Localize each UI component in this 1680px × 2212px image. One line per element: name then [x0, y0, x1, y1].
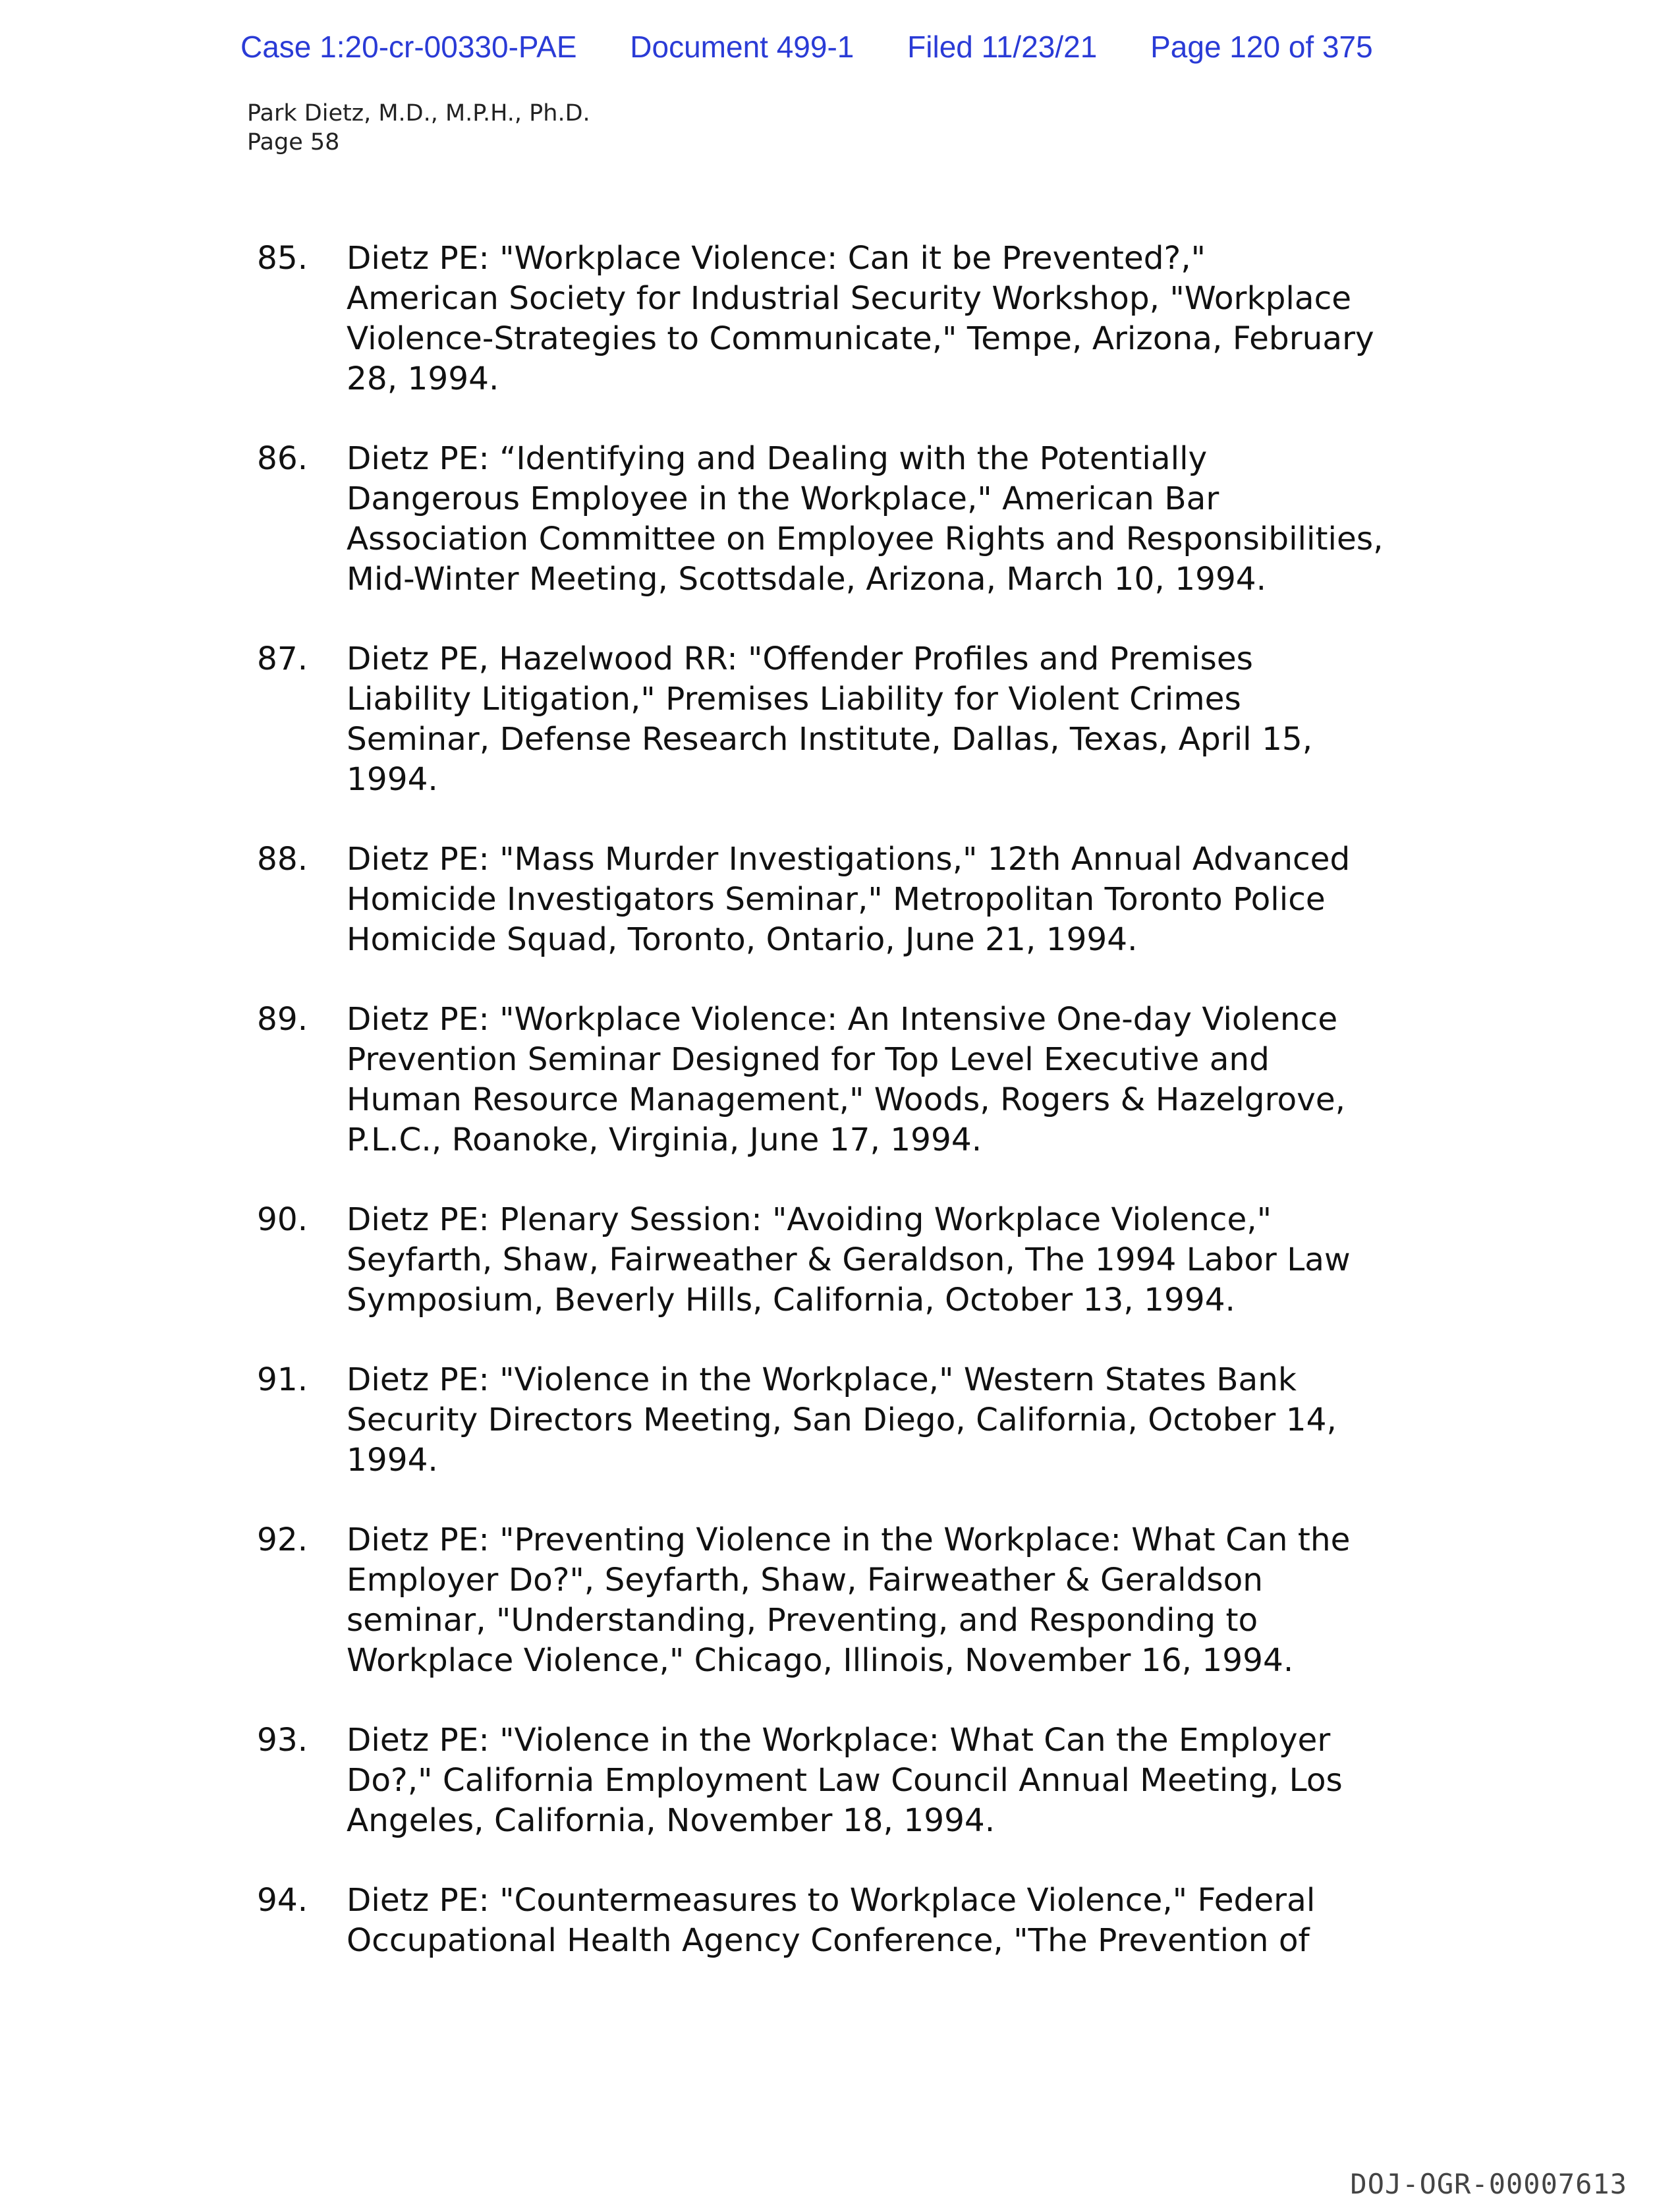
item-number: 86. — [257, 440, 308, 477]
list-item — [257, 1520, 1443, 1681]
bates-number: DOJ-OGR-00007613 — [1350, 2168, 1627, 2200]
item-number: 92. — [257, 1521, 308, 1558]
list-item — [257, 1200, 1443, 1320]
item-number: 93. — [257, 1722, 308, 1759]
item-number: 90. — [257, 1201, 308, 1238]
page-count: Page 120 of 375 — [1150, 30, 1373, 64]
item-text: Dietz PE: “Identifying and Dealing with the Potentially Dangerous Employee in the Workplace," American Bar Association Committee on Employee Rights and Responsibilities, Mid-Winter Meeting, Scottsdale, Arizona, March 10, 1994. — [347, 440, 1384, 598]
case-header — [240, 29, 1373, 65]
item-number: 91. — [257, 1361, 308, 1398]
item-number: 88. — [257, 841, 308, 878]
list-item — [257, 239, 1443, 399]
list-item — [257, 439, 1443, 600]
item-text: Dietz PE: "Mass Murder Investigations," 12th Annual Advanced Homicide Investigators Seminar," Metropolitan Toronto Police Homicide Squad, Toronto, Ontario, June 21, 1994. — [347, 841, 1351, 958]
item-text: Dietz PE: "Violence in the Workplace: What Can the Employer Do?," California Employment Law Council Annual Meeting, Los Angeles, California, November 18, 1994. — [347, 1722, 1343, 1839]
item-text: Dietz PE: "Workplace Violence: Can it be Prevented?," American Society for Industrial Security Workshop, "Workplace Violence-Strategies to Communicate," Tempe, Arizona, February 28, 1994. — [347, 240, 1374, 397]
item-text: Dietz PE: "Preventing Violence in the Workplace: What Can the Employer Do?", Seyfarth, Shaw, Fairweather & Geraldson seminar, "Understanding, Preventing, and Responding to Workplace Violence," Chicago, Illinois, November 16, 1994. — [347, 1521, 1351, 1679]
document-number: Document 499-1 — [630, 30, 854, 64]
item-text: Dietz PE: Plenary Session: "Avoiding Workplace Violence," Seyfarth, Shaw, Fairweather & Geraldson, The 1994 Labor Law Symposium, Beverly Hills, California, October 13, 1994. — [347, 1201, 1351, 1319]
list-item — [257, 1720, 1443, 1841]
item-number: 87. — [257, 640, 308, 677]
list-item — [257, 839, 1443, 960]
item-number: 89. — [257, 1001, 308, 1038]
list-item — [257, 1881, 1443, 1961]
item-number: 85. — [257, 240, 308, 277]
item-text: Dietz PE: "Countermeasures to Workplace Violence," Federal Occupational Health Agency Conference, "The Prevention of — [347, 1882, 1316, 1959]
item-number: 94. — [257, 1882, 308, 1919]
page-number: Page 58 — [247, 129, 340, 156]
item-text: Dietz PE: "Workplace Violence: An Intensive One-day Violence Prevention Seminar Designed for Top Level Executive and Human Resource Management," Woods, Rogers & Hazelgrove, P.L.C., Roanoke, Virginia, June 17, 1994. — [347, 1001, 1346, 1158]
list-item — [257, 1000, 1443, 1160]
author-line: Park Dietz, M.D., M.P.H., Ph.D. — [247, 100, 590, 127]
item-text: Dietz PE, Hazelwood RR: "Offender Profiles and Premises Liability Litigation," Premises Liability for Violent Crimes Seminar, Defense Research Institute, Dallas, Texas, April 15, 1994. — [347, 640, 1313, 798]
document-header — [247, 99, 590, 157]
case-number: Case 1:20-cr-00330-PAE — [240, 30, 577, 64]
presentation-list — [257, 239, 1443, 2000]
filed-date: Filed 11/23/21 — [907, 30, 1098, 64]
item-text: Dietz PE: "Violence in the Workplace," Western States Bank Security Directors Meeting, San Diego, California, October 14, 1994. — [347, 1361, 1337, 1479]
list-item — [257, 639, 1443, 800]
list-item — [257, 1360, 1443, 1481]
